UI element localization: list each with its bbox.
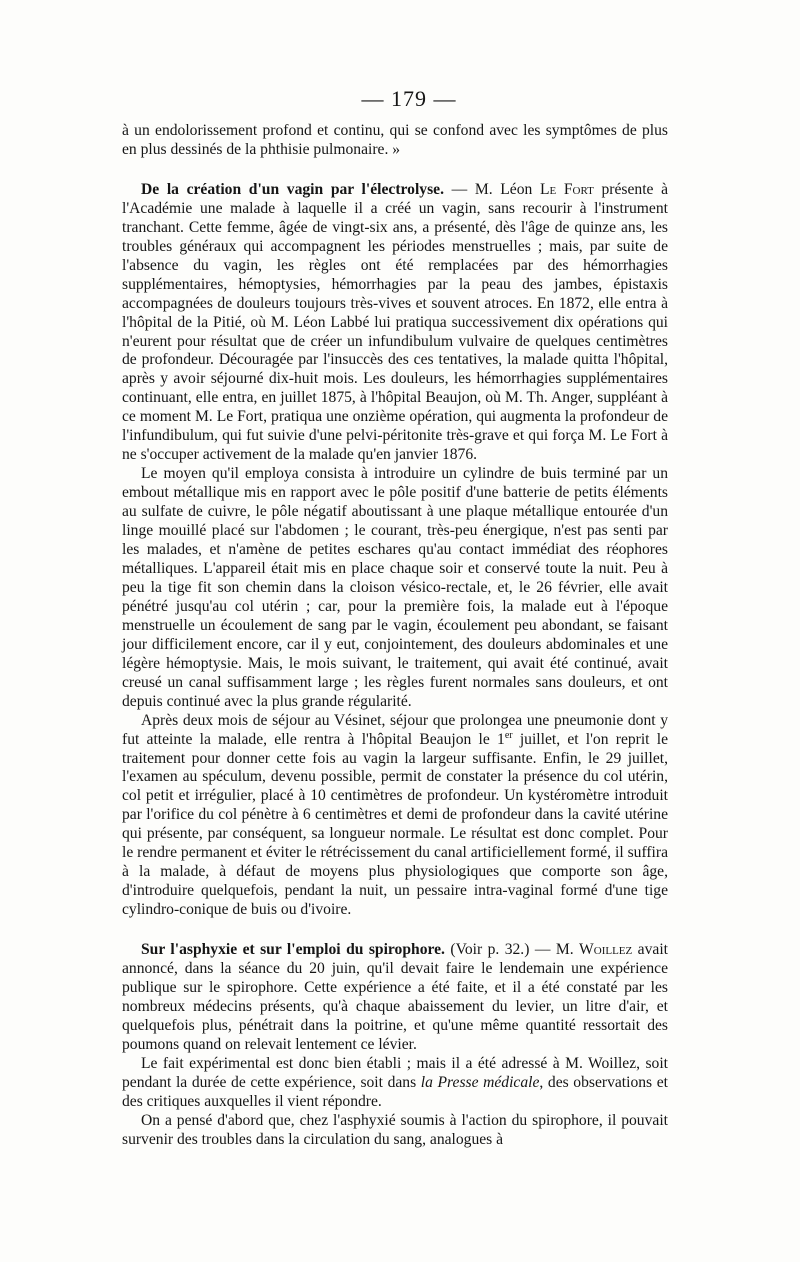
article-asphyxie-body-2b: , des observations et des critiques auxquelles il vient répondre. bbox=[122, 1073, 668, 1110]
article-vagin-paragraph-3 bbox=[122, 712, 668, 920]
journal-name: la Presse médicale bbox=[420, 1073, 540, 1091]
continued-paragraph: à un endolorissement profond et continu, qui se confond avec les symptômes de plus en plus dessinés de la phthisie pulmonaire. » bbox=[122, 122, 668, 158]
article-asphyxie-body-2a: Le fait expérimental est donc bien établi ; mais il a été adressé à M. Woillez, soit pendant la durée de cette expérience, soit dans bbox=[122, 1054, 668, 1091]
article-vagin-title: De la création d'un vagin par l'électrolyse. bbox=[141, 180, 444, 198]
article-asphyxie-author: Woillez bbox=[579, 941, 633, 959]
article-vagin-paragraph-2: Le moyen qu'il employa consista à introduire un cylindre de buis terminé par un embout métallique mis en rapport avec le pôle positif d'une batterie de petits éléments au sulfate de cuivre, le pôle négatif aboutissant à une plaque métallique entourée d'un linge mouillé placé sur l'abdomen ; le courant, très-peu énergique, n'est pas senti par les malades, et n'amène de petites eschares qu'au contact immédiat des réophores métalliques. L'appareil était mis en place chaque soir et conservé toute la nuit. Peu à peu la tige fit son chemin dans la cloison vésico-rectale, et, le 26 février, elle avait pénétré jusqu'au col utérin ; car, pour la première fois, la malade eut à l'époque menstruelle un écoulement de sang par le vagin, écoulement peu abondant, se faisant jour difficilement encore, car il y eut, conjointement, des douleurs abdominales et une légère hémoptysie. Mais, le mois suivant, le traitement, qui avait été continué, avait creusé un canal suffisamment large ; les règles furent normales sans douleurs, et ont depuis continué avec la plus grande régularité. bbox=[122, 465, 668, 710]
article-asphyxie-title: Sur l'asphyxie et sur l'emploi du spirophore. bbox=[141, 941, 445, 959]
article-vagin-paragraph-1 bbox=[122, 181, 668, 465]
page-number: — 179 — bbox=[361, 86, 457, 111]
article-asphyxie-paragraph-3: On a pensé d'abord que, chez l'asphyxié soumis à l'action du spirophore, il pouvait survenir des troubles dans la circulation du sang, analogues à bbox=[122, 1111, 668, 1148]
article-vagin-author: Le Fort bbox=[539, 180, 594, 198]
article-asphyxie-paragraph-2 bbox=[122, 1055, 668, 1112]
article-asphyxie-paragraph-1 bbox=[122, 941, 668, 1055]
ordinal-suffix: er bbox=[504, 729, 513, 741]
article-vagin-body-1: présente à l'Académie une malade à laquelle il a créé un vagin, sans recourir à l'instrument tranchant. Cette femme, âgée de vingt-six ans, a présenté, dès l'âge de quinze ans, les troubles généraux qui accompagnent les périodes menstruelles ; mais, par suite de l'absence du vagin, les règles ont été remplacées par des hémorrhagies supplémentaires, hémoptysies, hémorrhagies par la peau des jambes, épistaxis accompagnées de douleurs toujours très-vives et souvent atroces. En 1872, elle entra à l'hôpital de la Pitié, où M. Léon Labbé lui pratiqua successivement dix opérations qui n'eurent pour résultat que de créer un infundibulum vulvaire de quelques centimètres de profondeur. Découragée par l'insuccès des ces tentatives, la malade quitta l'hôpital, après y avoir séjourné dix-huit mois. Les douleurs, les hémorrhagies supplémentaires continuant, elle entra, en juillet 1875, à l'hôpital Beaujon, où M. Th. Anger, suppléant à ce moment M. Le Fort, pratiqua une onzième opération, qui augmenta la profondeur de l'infundibulum, qui fut suivie d'une pelvi-péritonite très-grave et qui força M. Le Fort à ne s'occuper activement de la malade qu'en janvier 1876. bbox=[122, 180, 669, 464]
article-asphyxie-ref: (Voir p. 32.) — M. bbox=[444, 941, 580, 959]
ordinal-number: 1 bbox=[497, 730, 505, 748]
article-vagin-body-3b: juillet, et l'on reprit le traitement pour donner cette fois au vagin la largeur suffisante. Enfin, le 29 juillet, l'examen au spéculum, devenu possible, permit de constater la présence du col utérin, col petit et irrégulier, placé à 10 centimètres de profondeur. Un kystéromètre introduit par l'orifice du col pénètre à 6 centimètres et demi de profondeur dans la cavité utérine qui présente, par conséquent, sa longueur normale. Le résultat est donc complet. Pour le rendre permanent et éviter le rétrécissement du canal artificiellement formé, il suffira à la malade, à défaut de moyens plus physiologiques que comporte son âge, d'introduire quelquefois, pendant la nuit, un pessaire intra-vaginal formé d'une tige cylindro-conique de buis ou d'ivoire. bbox=[122, 730, 668, 919]
article-vagin-body-3a: Après deux mois de séjour au Vésinet, séjour que prolongea une pneumonie dont y fut atteinte la malade, elle rentra à l'hôpital Beaujon le bbox=[122, 711, 668, 748]
article-asphyxie-body-1: avait annoncé, dans la séance du 20 juin, qu'il devait faire le lendemain une expérience publique sur le spirophore. Cette expérience a été faite, et il a été constaté par les nombreux médecins présents, qu'à chaque abaissement du levier, un litre d'air, et quelquefois plus, pénétrait dans la poitrine, et qu'une même quantité ressortait des poumons quand on relevait lentement ce lévier. bbox=[122, 941, 668, 1053]
article-vagin-intro: — M. Léon bbox=[443, 180, 540, 198]
